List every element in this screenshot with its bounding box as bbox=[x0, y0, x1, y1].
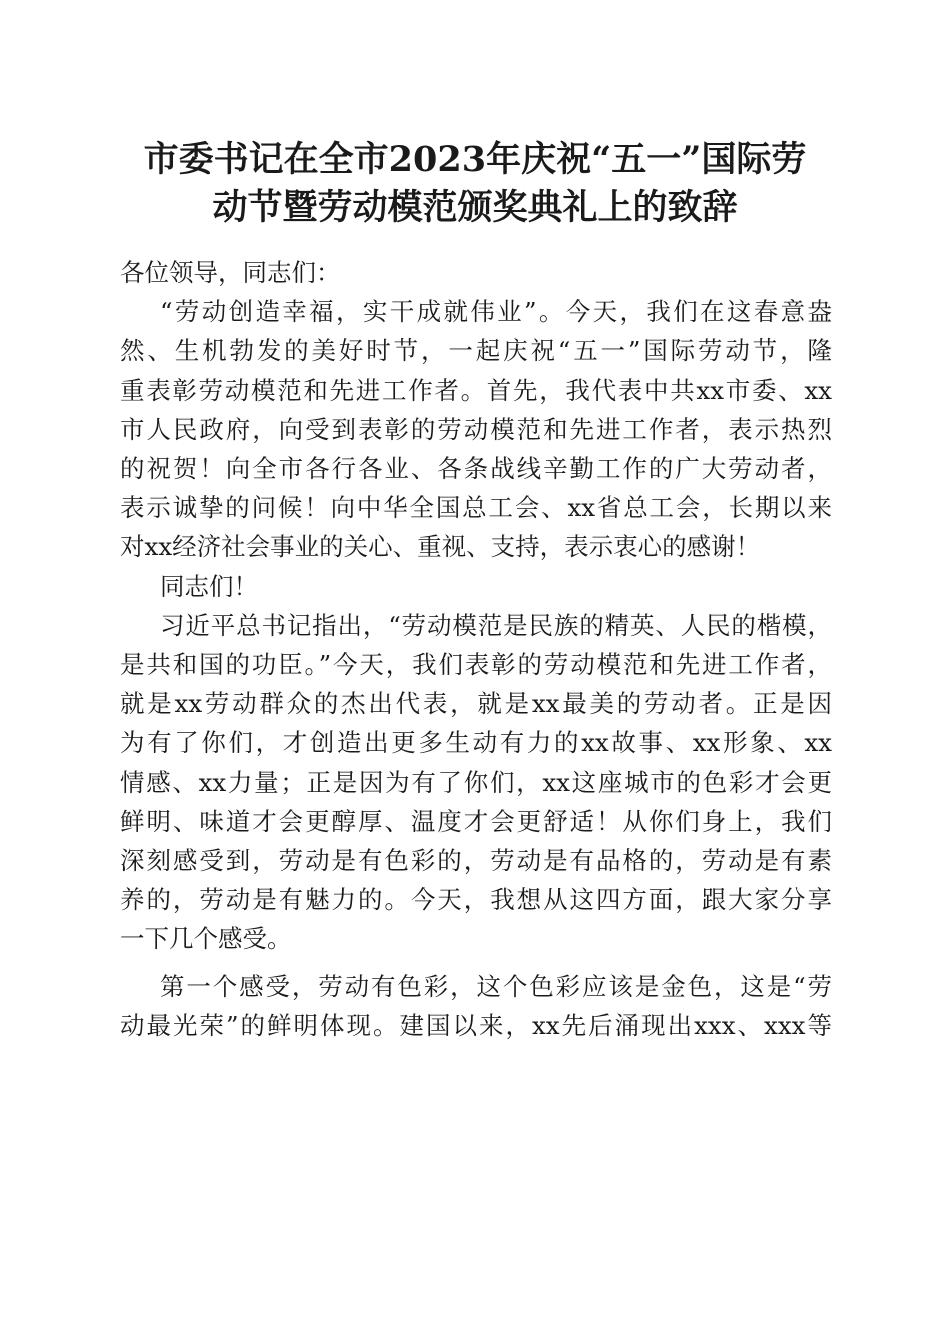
title-line: 动节暨劳动模范颁奖典礼上的致辞 bbox=[212, 187, 738, 228]
salutation-line: 各位领导，同志们： bbox=[120, 258, 341, 287]
text-line: 第一个感受，劳动有色彩，这个色彩应该是金色，这是“劳 bbox=[160, 971, 832, 1001]
text-line: 鲜明、味道才会更醇厚、温度才会更舒适！从你们身上，我们 bbox=[120, 806, 832, 836]
text-line: 重表彰劳动模范和先进工作者。首先，我代表中共xx市委、xx bbox=[120, 375, 832, 405]
text-line: 情感、xx力量；正是因为有了你们，xx这座城市的色彩才会更 bbox=[120, 767, 832, 797]
paragraph-xi-quote bbox=[120, 606, 832, 959]
paragraph-comrades bbox=[120, 567, 832, 606]
text-line: “劳动创造幸福，实干成就伟业”。今天，我们在这春意盎 bbox=[160, 297, 832, 327]
text-line: 一下几个感受。 bbox=[120, 924, 292, 954]
text-line: 然、生机勃发的美好时节，一起庆祝“五一”国际劳动节，隆 bbox=[120, 336, 832, 366]
document-body bbox=[120, 253, 832, 1045]
text-line: 为有了你们，才创造出更多生动有力的xx故事、xx形象、xx bbox=[120, 728, 832, 758]
document-title bbox=[100, 136, 850, 232]
paragraph-opening bbox=[120, 292, 832, 566]
text-line: 动最光荣”的鲜明体现。建国以来，xx先后涌现出xxx、xxx等 bbox=[120, 1010, 832, 1040]
text-line: 同志们！ bbox=[160, 571, 258, 601]
text-line: 习近平总书记指出，“劳动模范是民族的精英、人民的楷模， bbox=[160, 610, 832, 640]
salutation bbox=[120, 253, 832, 292]
text-line: 养的，劳动是有魅力的。今天，我想从这四方面，跟大家分享 bbox=[120, 885, 832, 915]
text-line: 市人民政府，向受到表彰的劳动模范和先进工作者，表示热烈 bbox=[120, 414, 832, 444]
text-line: 深刻感受到，劳动是有色彩的，劳动是有品格的，劳动是有素 bbox=[120, 846, 832, 876]
text-line: 是共和国的功臣。”今天，我们表彰的劳动模范和先进工作者， bbox=[120, 650, 832, 680]
text-line: 对xx经济社会事业的关心、重视、支持，表示衷心的感谢！ bbox=[120, 532, 761, 562]
text-line: 的祝贺！向全市各行各业、各条战线辛勤工作的广大劳动者， bbox=[120, 454, 832, 484]
text-line: 就是xx劳动群众的杰出代表，就是xx最美的劳动者。正是因 bbox=[120, 689, 832, 719]
paragraph-first-feeling bbox=[120, 967, 832, 1045]
text-line: 表示诚挚的问候！向中华全国总工会、xx省总工会，长期以来 bbox=[120, 493, 832, 523]
title-line: 市委书记在全市2023年庆祝“五一”国际劳 bbox=[143, 139, 807, 180]
